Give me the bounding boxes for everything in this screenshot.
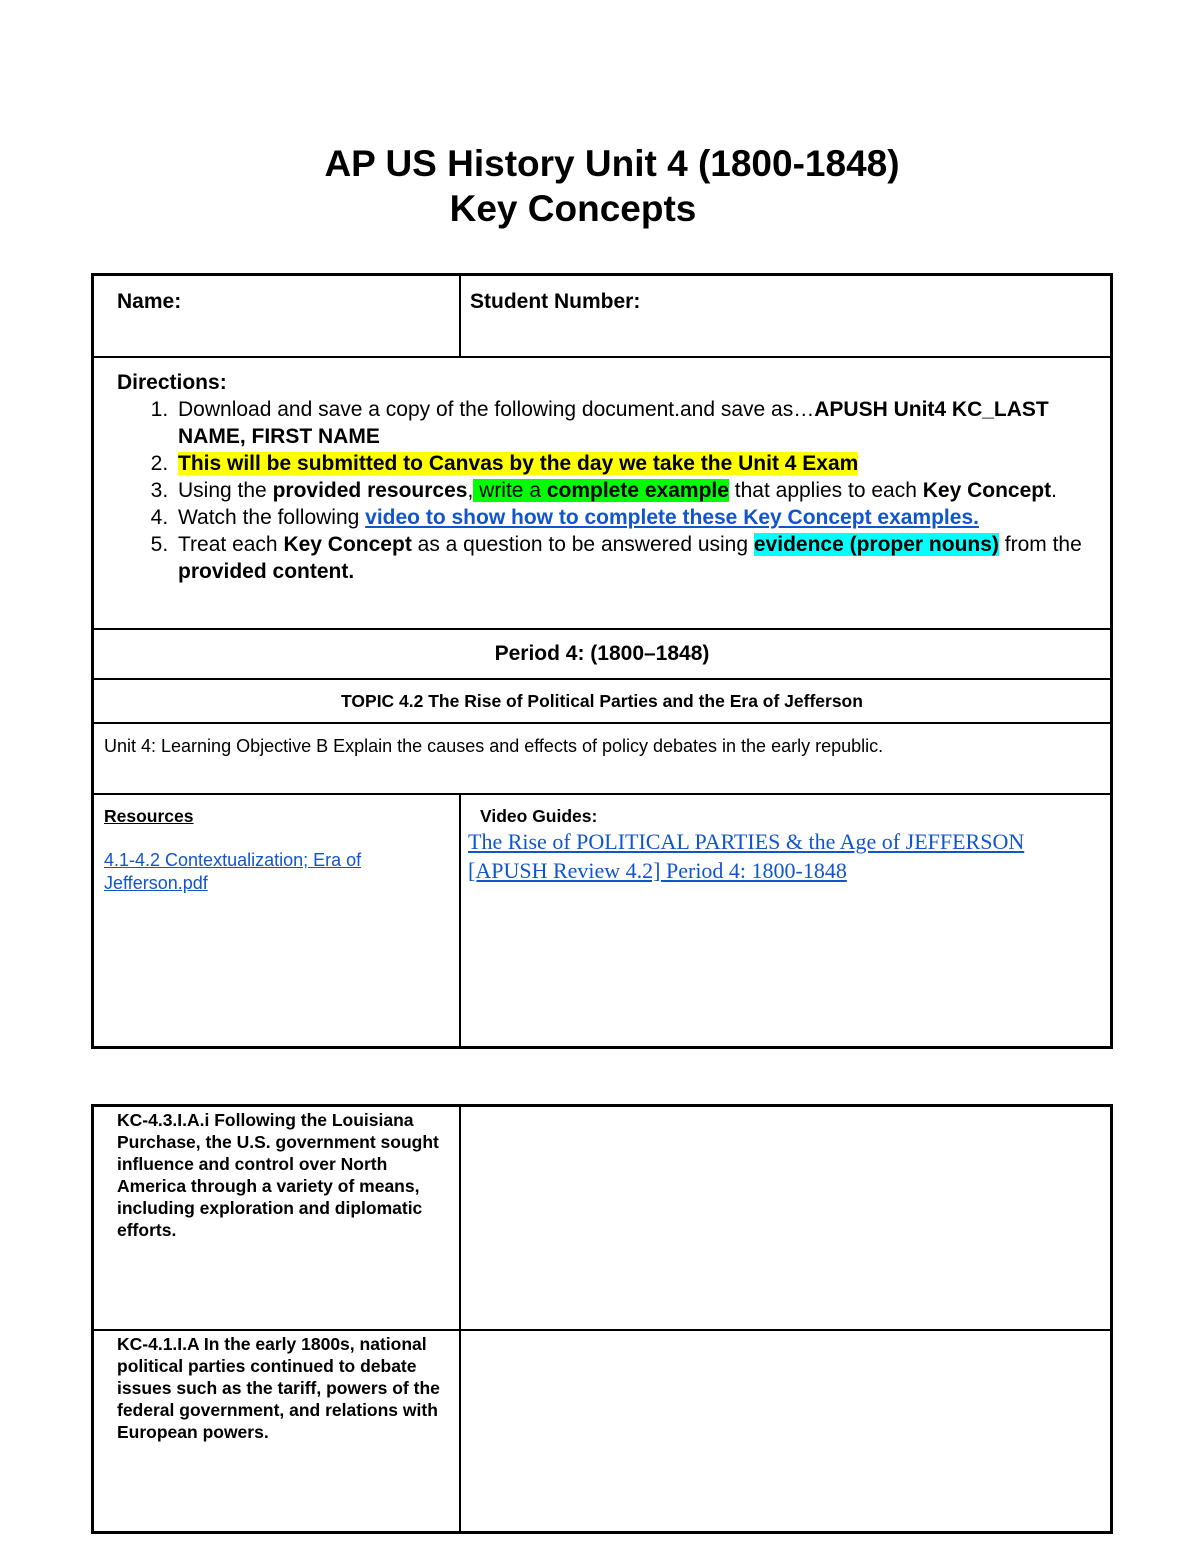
- resources-label: Resources: [104, 806, 194, 826]
- directions-list: [117, 396, 1102, 585]
- row-divider: [94, 793, 1110, 795]
- column-divider: [459, 1107, 461, 1531]
- directions-label: Directions:: [117, 371, 227, 394]
- direction-item: 5. Treat each Key Concept as a question to be answered using evidence (proper nouns) from the provided content.: [174, 531, 1102, 585]
- video-instructions-link[interactable]: video to show how to complete these Key Concept examples.: [365, 506, 979, 529]
- row-divider: [94, 678, 1110, 680]
- directions-section: [117, 369, 1102, 585]
- row-divider: [94, 628, 1110, 630]
- period-heading: Period 4: (1800–1848): [494, 642, 710, 665]
- video-guide-link[interactable]: The Rise of POLITICAL PARTIES & the Age of JEFFERSON [APUSH Review 4.2] Period 4: 1800-1848: [468, 829, 1025, 883]
- key-concept-answer[interactable]: [462, 1107, 1110, 1329]
- direction-item: 1. Download and save a copy of the following document.and save as…APUSH Unit4 KC_LAST NAME, FIRST NAME: [174, 396, 1102, 450]
- key-concept-answer[interactable]: [462, 1331, 1110, 1531]
- header-table: [91, 273, 1113, 1049]
- resources-link[interactable]: 4.1-4.2 Contextualization; Era of Jefferson.pdf: [104, 850, 362, 893]
- row-divider: [94, 356, 1110, 358]
- document-title: AP US History Unit 4 (1800-1848): [324, 143, 900, 184]
- key-concept-text: KC-4.3.I.A.i Following the Louisiana Purchase, the U.S. government sought influence and control over North America through a variety of means, including exploration and diplomatic efforts.: [117, 1110, 439, 1240]
- topic-heading: TOPIC 4.2 The Rise of Political Parties and the Era of Jefferson: [341, 691, 863, 711]
- highlighted-text: This will be submitted to Canvas by the day we take the Unit 4 Exam: [178, 452, 859, 475]
- key-concepts-table: [91, 1104, 1113, 1534]
- student-number-label: Student Number:: [470, 290, 641, 313]
- key-concept-text: KC-4.1.I.A In the early 1800s, national political parties continued to debate issues such as the tariff, powers of the federal government, and relations with European powers.: [117, 1334, 440, 1442]
- name-label: Name:: [117, 290, 182, 313]
- direction-item: [174, 450, 1102, 477]
- document-subtitle: Key Concepts: [449, 188, 697, 229]
- row-divider: [94, 722, 1110, 724]
- column-divider: [459, 793, 461, 1046]
- video-guides-cell: [468, 806, 1098, 885]
- direction-item: 3. Using the provided resources, write a complete example that applies to each Key Concept.: [174, 477, 1102, 504]
- highlighted-text: evidence (proper nouns): [753, 533, 999, 556]
- learning-objective: Unit 4: Learning Objective B Explain the causes and effects of policy debates in the early republic.: [104, 736, 884, 756]
- resources-cell: [104, 806, 449, 895]
- column-divider: [459, 276, 461, 357]
- name-field[interactable]: [117, 290, 181, 314]
- student-number-field[interactable]: [470, 290, 640, 314]
- direction-item: 4. Watch the following video to show how to complete these Key Concept examples.: [174, 504, 1102, 531]
- highlighted-text: complete example: [546, 479, 729, 502]
- video-guides-label: Video Guides:: [480, 806, 598, 826]
